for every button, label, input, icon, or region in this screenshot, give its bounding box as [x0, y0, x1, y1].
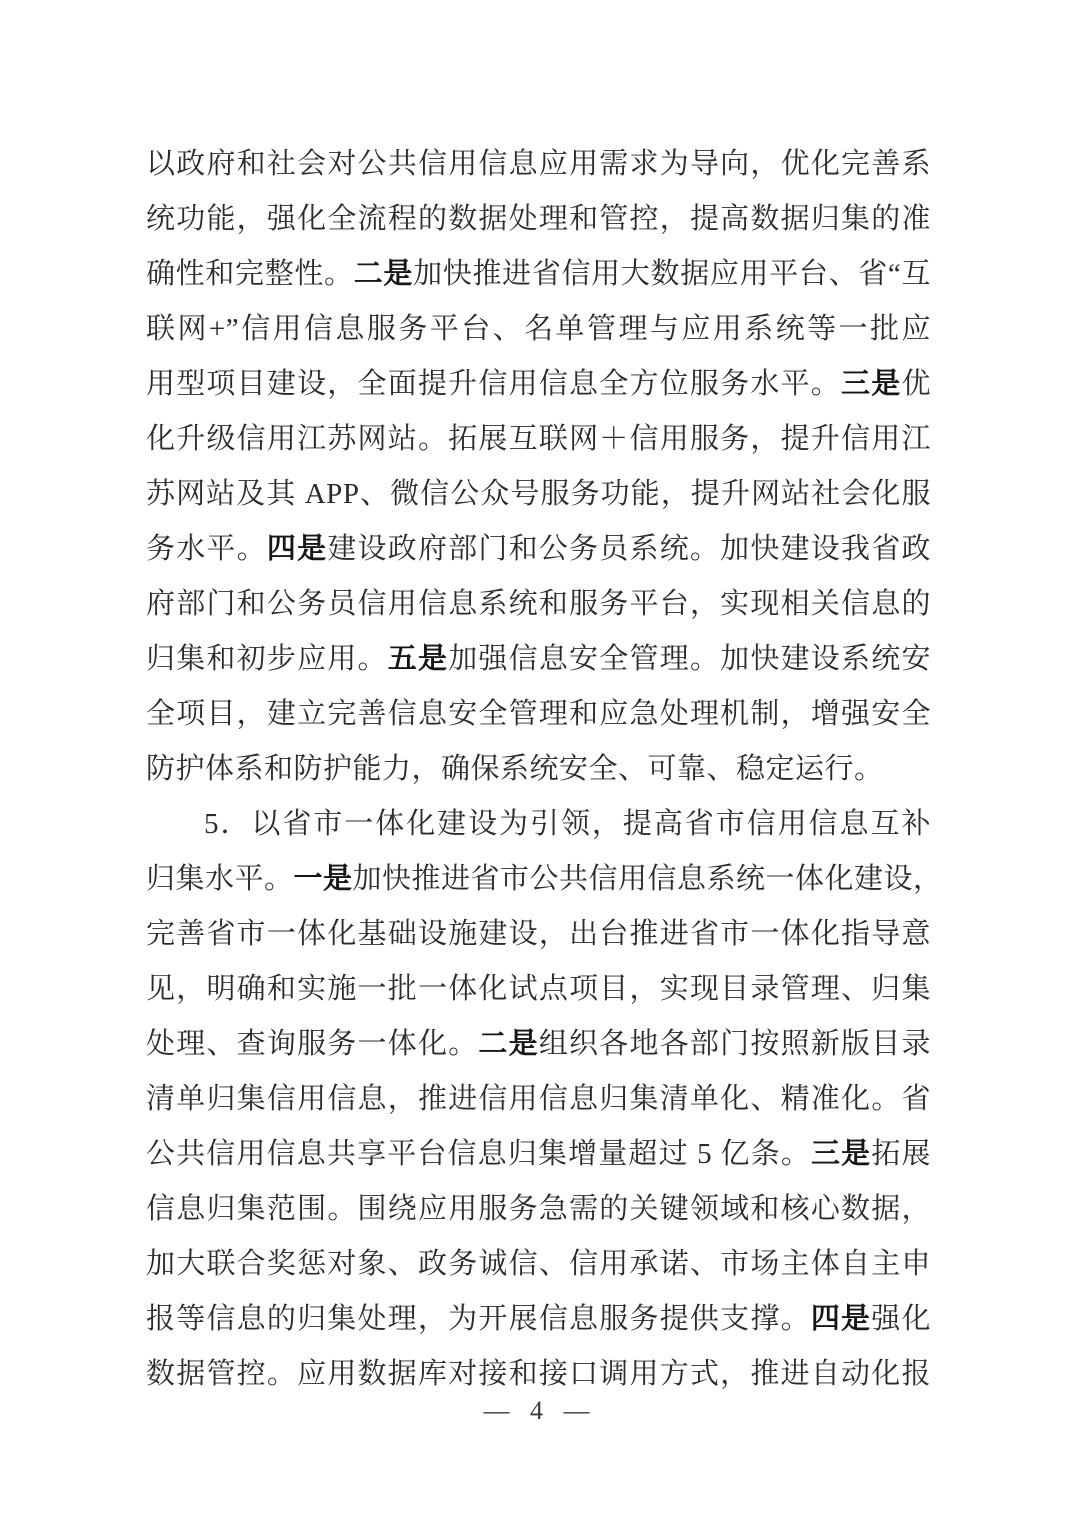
text-line [146, 1017, 931, 1072]
text-segment: 加快推进省信用大数据应用平台、省“互 [413, 258, 931, 290]
bold-marker-segment: 二是 [478, 1028, 539, 1060]
text-segment: 见，明确和实施一批一体化试点项目，实现目录管理、归集 [146, 973, 931, 1005]
text-line [146, 1072, 931, 1127]
text-segment: 组织各地各部门按照新版目录 [538, 1028, 931, 1060]
text-segment: 拓展 [871, 1138, 931, 1170]
bold-marker-segment: 五是 [387, 643, 449, 675]
text-segment: 务水平。 [146, 533, 267, 565]
text-segment: 归集水平。 [146, 863, 294, 895]
text-segment: 归集和初步应用。 [146, 643, 388, 675]
text-line [146, 1347, 931, 1402]
text-line [146, 302, 931, 357]
text-line [146, 1292, 931, 1347]
bold-marker-segment: 三是 [841, 368, 902, 400]
text-line [146, 632, 931, 687]
text-line [146, 742, 931, 797]
bold-marker-segment: 一是 [293, 863, 353, 895]
text-segment: 府部门和公务员信用信息系统和服务平台，实现相关信息的 [146, 588, 931, 620]
bold-marker-segment: 二是 [353, 258, 414, 290]
text-segment: 5．以省市一体化建设为引领，提高省市信用信息互补 [204, 808, 931, 840]
page-number: — 4 — [483, 1396, 597, 1425]
text-segment: 苏网站及其 APP、微信公众号服务功能，提升网站社会化服 [146, 478, 931, 510]
text-segment: 信息归集范围。围绕应用服务急需的关键领域和核心数据， [146, 1193, 931, 1225]
text-line [146, 192, 931, 247]
text-segment: 确性和完整性。 [146, 258, 354, 290]
text-line [146, 467, 931, 522]
text-line [146, 577, 931, 632]
text-segment: 防护体系和防护能力，确保系统安全、可靠、稳定运行。 [146, 753, 884, 785]
text-segment: 联网+”信用信息服务平台、名单管理与应用系统等一批应 [146, 313, 931, 345]
text-line [146, 797, 931, 852]
text-segment: 完善省市一体化基础设施建设，出台推进省市一体化指导意 [146, 918, 931, 950]
text-line [146, 357, 931, 412]
text-line [146, 1237, 931, 1292]
text-segment: 强化 [871, 1303, 931, 1335]
text-segment: 数据管控。应用数据库对接和接口调用方式，推进自动化报 [146, 1358, 931, 1390]
text-line [146, 907, 931, 962]
bold-marker-segment: 三是 [811, 1138, 872, 1170]
text-segment: 建设政府部门和公务员系统。加快建设我省政 [327, 533, 931, 565]
bold-marker-segment: 四是 [266, 533, 328, 565]
text-block [146, 137, 943, 1402]
text-line [146, 687, 931, 742]
bold-marker-segment: 四是 [810, 1303, 872, 1335]
text-segment: 清单归集信用信息，推进信用信息归集清单化、精准化。省 [146, 1083, 931, 1115]
text-line [146, 412, 931, 467]
text-line [146, 852, 943, 907]
text-segment: 报等信息的归集处理，为开展信息服务提供支撑。 [146, 1303, 811, 1335]
text-segment: 化升级信用江苏网站。拓展互联网＋信用服务，提升信用江 [146, 423, 931, 455]
text-segment: 用型项目建设，全面提升信用信息全方位服务水平。 [146, 368, 842, 400]
text-line [146, 1182, 931, 1237]
text-segment: 优 [901, 368, 931, 400]
text-segment: 处理、查询服务一体化。 [146, 1028, 479, 1060]
text-segment: 加强信息安全管理。加快建设系统安 [448, 643, 931, 675]
text-line [146, 1127, 931, 1182]
text-line [146, 137, 931, 192]
text-segment: 以政府和社会对公共信用信息应用需求为导向，优化完善系 [146, 148, 931, 180]
text-segment: 统功能，强化全流程的数据处理和管控，提高数据归集的准 [146, 203, 931, 235]
text-line [146, 522, 931, 577]
text-segment: 公共信用信息共享平台信息归集增量超过 5 亿条。 [146, 1138, 811, 1170]
text-line [146, 962, 931, 1017]
page-footer [0, 1396, 1080, 1426]
text-segment: 加快推进省市公共信用信息系统一体化建设， [352, 863, 943, 895]
text-segment: 全项目，建立完善信息安全管理和应急处理机制，增强安全 [146, 698, 931, 730]
text-line [146, 247, 931, 302]
text-segment: 加大联合奖惩对象、政务诚信、信用承诺、市场主体自主申 [146, 1248, 931, 1280]
